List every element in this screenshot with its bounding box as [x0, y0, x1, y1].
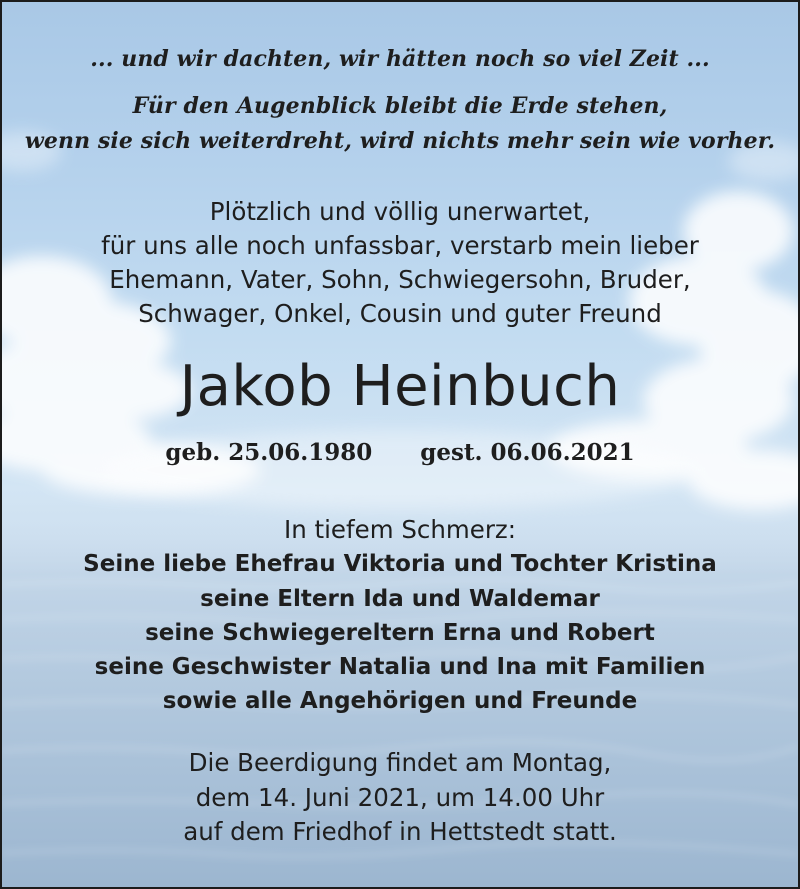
mourner-line: sowie alle Angehörigen und Freunde [162, 688, 638, 714]
announcement-line: Ehemann, Vater, Sohn, Schwiegersohn, Bruder, [109, 265, 691, 294]
life-dates [2, 439, 798, 466]
poem-line: Für den Augenblick bleibt die Erde stehen, [132, 93, 668, 119]
poem-line: wenn sie sich weiterdreht, wird nichts mehr sein wie vorher. [24, 128, 776, 154]
mourner-line: seine Eltern Ida und Waldemar [200, 586, 600, 612]
deceased-name: Jakob Heinbuch [179, 354, 621, 419]
birth-date: geb. 25.06.1980 [165, 439, 373, 466]
announcement-line: für uns alle noch unfassbar, verstarb mein lieber [101, 231, 699, 260]
funeral-line: auf dem Friedhof in Hettstedt statt. [183, 817, 617, 846]
announcement-line: Schwager, Onkel, Cousin und guter Freund [138, 299, 662, 328]
mourner-line: seine Schwiegereltern Erna und Robert [145, 620, 655, 646]
funeral-line: dem 14. Juni 2021, um 14.00 Uhr [195, 783, 605, 812]
mourner-line: seine Geschwister Natalia und Ina mit Familien [94, 654, 706, 680]
death-date: gest. 06.06.2021 [420, 439, 635, 466]
funeral-line: Die Beerdigung findet am Montag, [188, 748, 612, 777]
mourners-heading: In tiefem Schmerz: [283, 515, 517, 544]
epigraph-line: ... und wir dachten, wir hätten noch so viel Zeit ... [90, 46, 710, 72]
mourner-line: Seine liebe Ehefrau Viktoria und Tochter Kristina [83, 551, 717, 577]
announcement-line: Plötzlich und völlig unerwartet, [209, 197, 591, 226]
